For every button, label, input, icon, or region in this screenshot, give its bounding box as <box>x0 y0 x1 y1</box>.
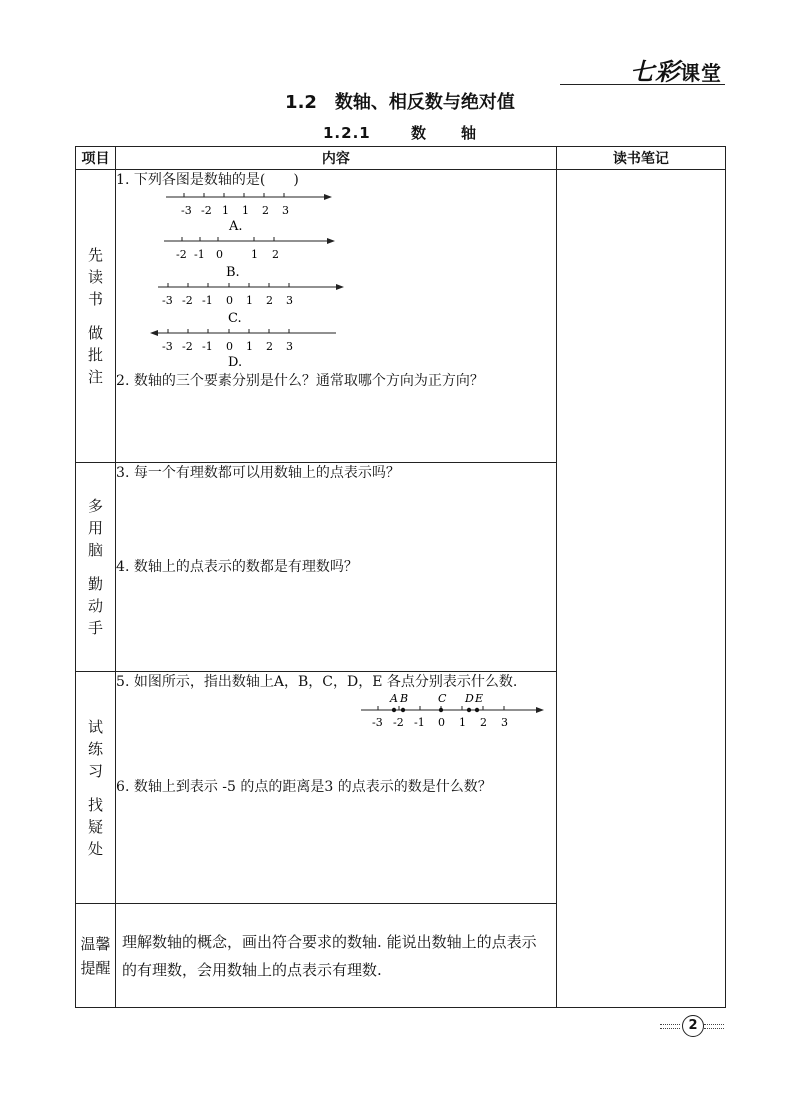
study-table <box>75 146 726 1008</box>
point-label: B <box>400 692 409 705</box>
section-preview-row <box>76 170 726 463</box>
tick-label: 3 <box>286 340 294 353</box>
tick-label: 1 <box>246 340 254 353</box>
brand-divider <box>560 84 725 85</box>
tip-text: 理解数轴的概念，画出符合要求的数轴. 能说出数轴上的点表示的有理数，会用数轴上的点表示有理数. <box>116 904 557 1008</box>
tick-label: 3 <box>282 204 290 217</box>
notes-area[interactable] <box>556 170 725 1008</box>
tick-label: -3 <box>162 340 173 353</box>
content-cell <box>116 463 557 672</box>
label-char: 读 <box>88 268 104 286</box>
tick-label: -3 <box>372 716 383 729</box>
label-char: 批 <box>88 346 104 364</box>
question-5: 5. 如图所示，指出数轴上A，B，C，D，E 各点分别表示什么数. <box>116 674 518 690</box>
tick-label: 0 <box>216 248 224 261</box>
brand-logo <box>630 52 722 87</box>
tick-label: 3 <box>501 716 509 729</box>
point-label: D <box>465 692 474 705</box>
tick-label: 2 <box>266 294 274 307</box>
tick-label: -3 <box>181 204 192 217</box>
label-char: 手 <box>88 619 104 637</box>
header-notes: 读书笔记 <box>556 147 725 170</box>
question-3: 3. 每一个有理数都可以用数轴上的点表示吗？ <box>116 465 400 481</box>
label-char: 动 <box>88 597 104 615</box>
tick-label: 0 <box>226 340 234 353</box>
tick-label: 1 <box>246 294 254 307</box>
tick-label: 2 <box>480 716 488 729</box>
tick-label: -1 <box>202 294 213 307</box>
page-subtitle <box>0 122 800 143</box>
option-b-label: B. <box>226 265 240 280</box>
point-label: C <box>438 692 447 705</box>
page-title: 1.2 数轴、相反数与绝对值 <box>285 92 515 113</box>
label-char: 多 <box>88 497 104 515</box>
tick-label: -3 <box>162 294 173 307</box>
option-d-numberline <box>150 329 336 368</box>
option-d-label: D. <box>228 355 243 368</box>
label-char: 用 <box>88 519 104 537</box>
header-item: 项目 <box>76 147 116 170</box>
tick-label: -2 <box>182 340 193 353</box>
point-label: E <box>475 692 484 705</box>
label-char: 疑 <box>88 817 104 836</box>
section-label-practice <box>76 672 116 904</box>
tick-label: 0 <box>438 716 446 729</box>
label-char: 做 <box>88 324 104 342</box>
tick-label: -2 <box>201 204 212 217</box>
question-4: 4. 数轴上的点表示的数都是有理数吗？ <box>116 559 358 575</box>
label-char: 脑 <box>88 541 104 559</box>
tick-label: 2 <box>266 340 274 353</box>
question-1: 1. 下列各图是数轴的是( ) <box>116 172 299 188</box>
tick-label: 1 <box>251 248 259 261</box>
tip-label-b: 提醒 <box>80 958 111 977</box>
section-label-tip <box>76 904 116 1008</box>
option-b-numberline <box>164 237 335 280</box>
option-c-numberline <box>158 283 344 326</box>
subtitle-word-b: 轴 <box>460 124 477 142</box>
point-label: A <box>390 692 398 705</box>
tick-label: -1 <box>194 248 205 261</box>
page-number: 2 <box>682 1015 704 1037</box>
header-content: 内容 <box>116 147 557 170</box>
point-b <box>401 708 405 712</box>
tick-label: 2 <box>272 248 280 261</box>
point-d <box>467 708 471 712</box>
table-header-row <box>76 147 726 170</box>
tick-label: -2 <box>393 716 404 729</box>
point-c <box>439 708 443 712</box>
label-char: 注 <box>88 368 104 386</box>
tick-label: 1 <box>242 204 250 217</box>
label-char: 习 <box>88 761 104 780</box>
page-number-badge <box>660 1015 724 1035</box>
label-char: 书 <box>88 290 104 308</box>
content-cell <box>116 672 557 904</box>
tick-label: -1 <box>202 340 213 353</box>
tip-label-a: 温馨 <box>80 934 111 953</box>
tick-label: -1 <box>414 716 425 729</box>
option-c-label: C. <box>228 311 242 326</box>
tick-label: 1 <box>222 204 230 217</box>
subtitle-word-a: 数 <box>410 124 427 142</box>
tick-label: -2 <box>182 294 193 307</box>
label-char: 勤 <box>88 575 104 593</box>
content-cell <box>116 170 557 463</box>
tick-label: 3 <box>286 294 294 307</box>
label-char: 找 <box>88 795 104 814</box>
tick-label: -2 <box>176 248 187 261</box>
tick-label: 1 <box>459 716 467 729</box>
label-char: 先 <box>88 246 104 264</box>
label-char: 试 <box>88 717 104 736</box>
option-a-label: A. <box>229 219 243 234</box>
section-label-preview <box>76 170 116 463</box>
tick-label: 0 <box>226 294 234 307</box>
point-a <box>392 708 396 712</box>
question-6: 6. 数轴上到表示 -5 的点的距离是3 的点表示的数是什么数？ <box>116 779 492 795</box>
label-char: 练 <box>88 739 104 758</box>
point-e <box>475 708 479 712</box>
option-a-numberline <box>166 193 332 234</box>
q5-numberline-figure <box>116 692 546 732</box>
section-label-think <box>76 463 116 672</box>
brand-logo-part1: 七彩 <box>630 58 680 86</box>
subtitle-number: 1.2.1 <box>323 124 371 142</box>
brand-logo-part2: 课堂 <box>680 61 722 85</box>
label-char: 处 <box>88 839 104 858</box>
q1-options-figure <box>144 190 444 368</box>
tick-label: 2 <box>262 204 270 217</box>
question-2: 2. 数轴的三个要素分别是什么？通常取哪个方向为正方向？ <box>116 373 484 389</box>
